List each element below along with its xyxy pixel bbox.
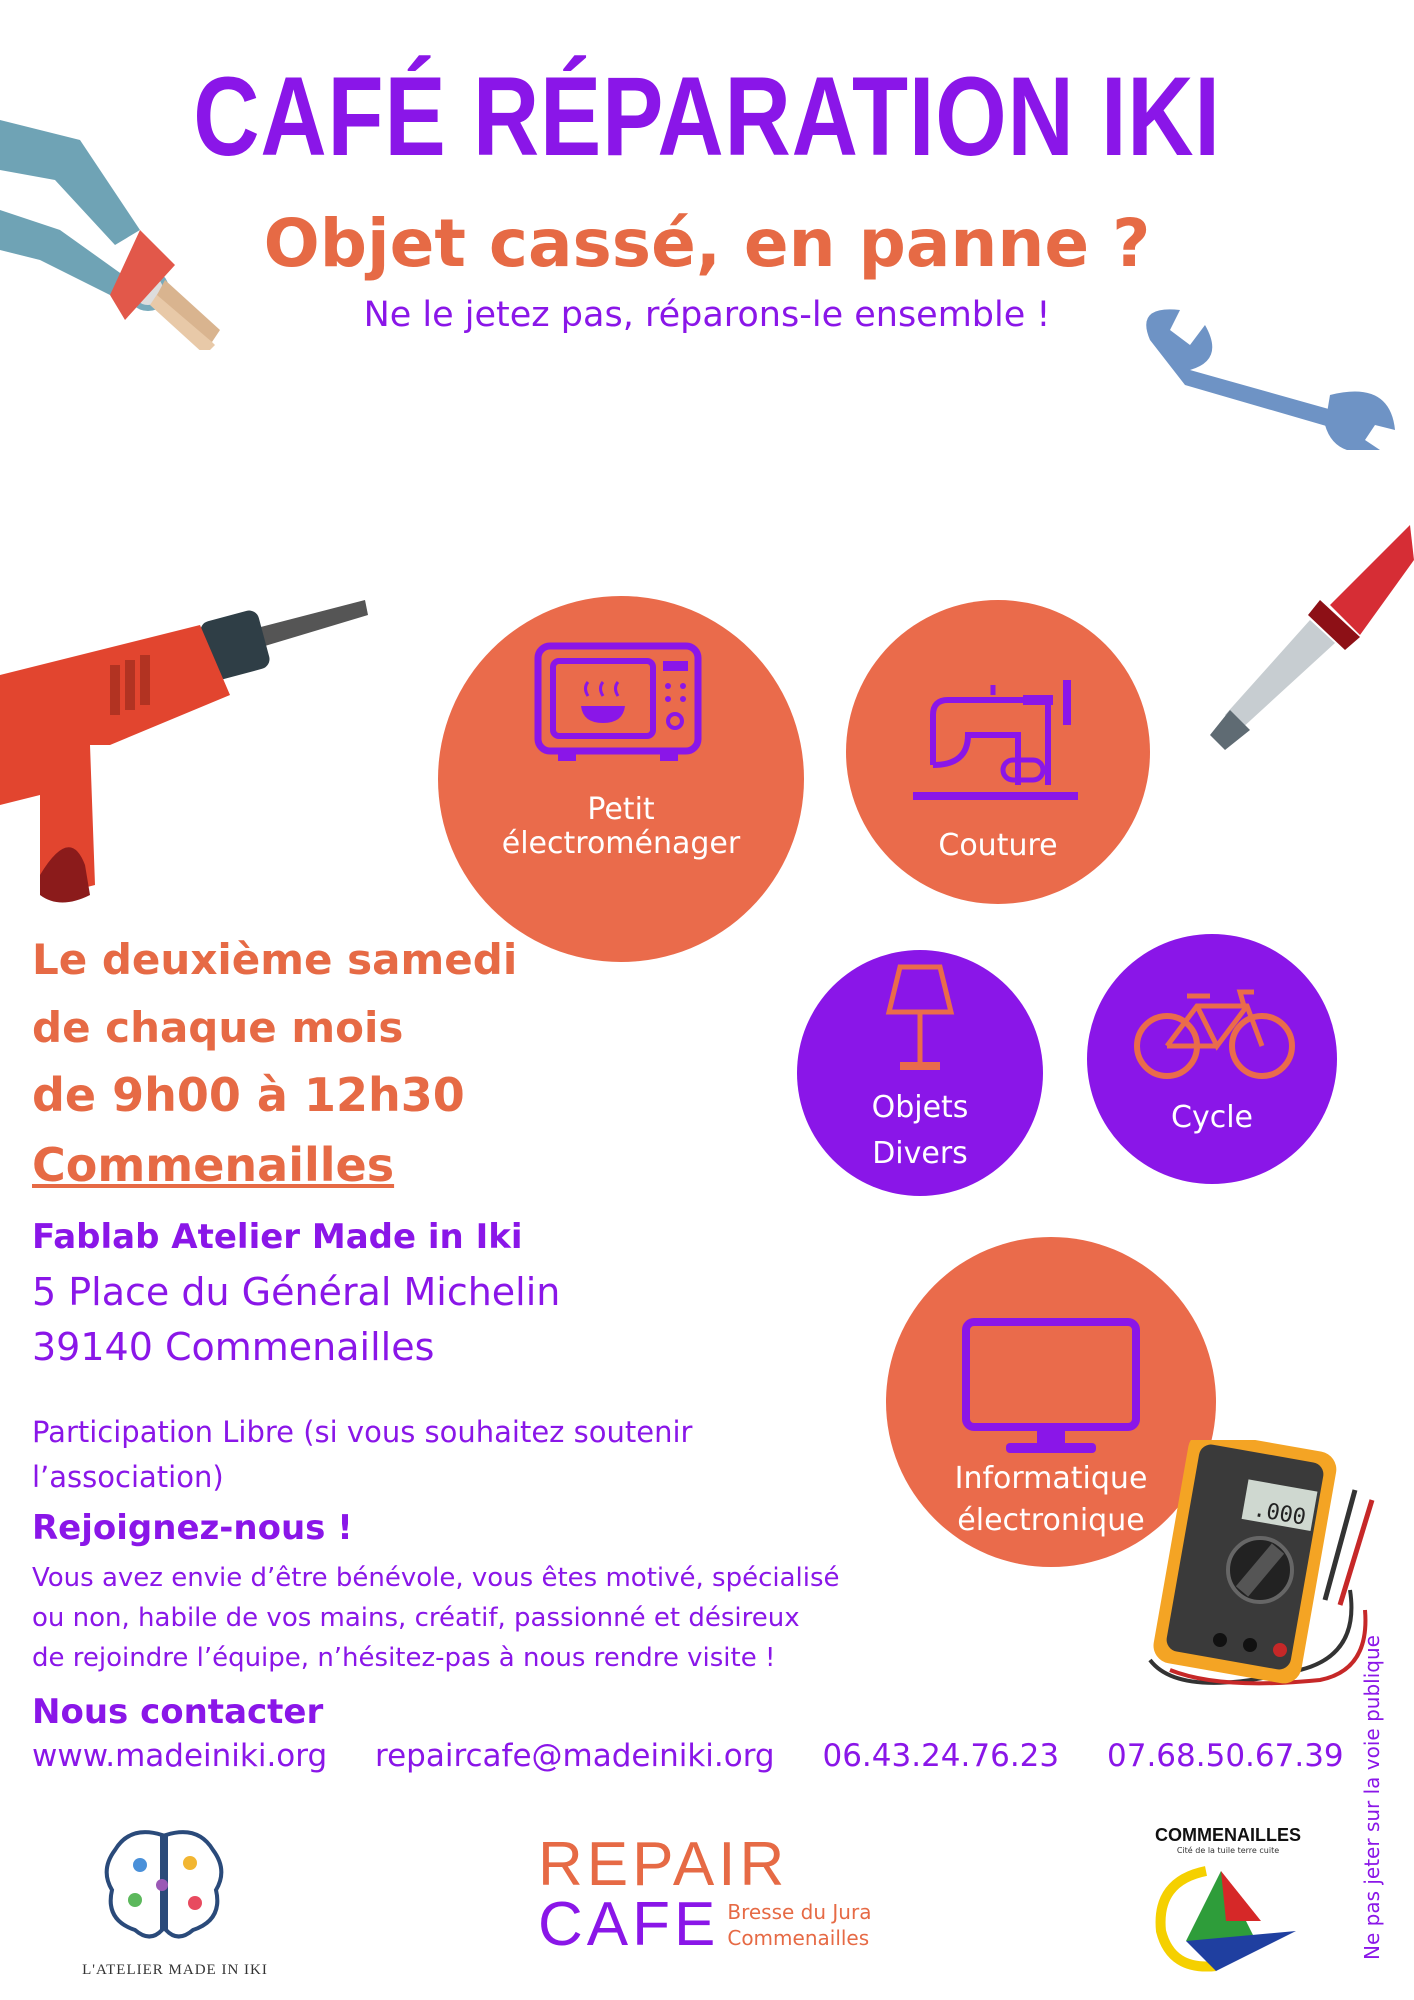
category-cycle — [1087, 934, 1337, 1184]
category-label: électroménager — [501, 826, 741, 861]
sewing-machine-icon — [908, 680, 1088, 815]
multimeter-icon — [1140, 1440, 1380, 1700]
category-label: Cycle — [1171, 1100, 1253, 1135]
phone-1[interactable]: 06.43.24.76.23 — [822, 1738, 1060, 1774]
category-label: Divers — [872, 1136, 968, 1171]
poster-title: CAFÉ RÉPARATION IKI — [193, 54, 1221, 179]
contact-heading: Nous contacter — [32, 1692, 324, 1732]
category-label: Petit — [587, 792, 655, 827]
poster-subtitle: Objet cassé, en panne ? — [263, 205, 1151, 282]
participation-line1: Participation Libre (si vous souhaitez soutenir — [32, 1415, 693, 1449]
schedule-line2: de chaque mois — [32, 1003, 404, 1052]
category-label: Couture — [938, 828, 1058, 863]
category-label: Objets — [871, 1090, 969, 1125]
email-link[interactable]: repaircafe@madeiniki.org — [375, 1738, 775, 1774]
category-couture — [846, 600, 1150, 904]
commenailles-logo — [1138, 1825, 1318, 1985]
commune-name: COMMENAILLES — [1155, 1825, 1301, 1845]
join-line2: ou non, habile de vos mains, créatif, passionné et désireux — [32, 1603, 800, 1633]
poster-tagline: Ne le jetez pas, réparons-le ensemble ! — [363, 295, 1051, 335]
participation-line2: l’association) — [32, 1460, 224, 1494]
repair-logo-subtitle — [727, 1899, 871, 1951]
schedule-hours: de 9h00 à 12h30 — [32, 1068, 465, 1122]
website-link[interactable]: www.madeiniki.org — [32, 1738, 328, 1774]
commune-tagline: Cité de la tuile terre cuite — [1176, 1846, 1280, 1855]
wrench-icon — [1130, 300, 1400, 450]
drill-icon — [0, 595, 380, 925]
brain-icon — [100, 1825, 230, 1945]
join-text — [32, 1558, 840, 1678]
contact-row — [32, 1738, 1344, 1774]
lamp-icon — [883, 962, 957, 1077]
screwdriver-icon — [1210, 525, 1414, 755]
atelier-logo — [45, 1825, 305, 1985]
bicycle-icon — [1132, 984, 1297, 1084]
repair-logo-sub1: Bresse du Jura — [727, 1900, 872, 1924]
participation-text — [32, 1410, 692, 1500]
commune-emblem-icon — [1146, 1861, 1306, 1981]
venue-city: 39140 Commenailles — [32, 1325, 435, 1369]
disposal-note: Ne pas jeter sur la voie publique — [1360, 1635, 1384, 1960]
schedule-line1: Le deuxième samedi — [32, 935, 518, 984]
join-line1: Vous avez envie d’être bénévole, vous êtes motivé, spécialisé — [32, 1563, 840, 1593]
venue-street: 5 Place du Général Michelin — [32, 1270, 561, 1314]
category-petit-electromenager — [438, 596, 804, 962]
phone-2[interactable]: 07.68.50.67.39 — [1107, 1738, 1344, 1774]
join-heading: Rejoignez-nous ! — [32, 1508, 353, 1548]
pliers-icon — [0, 120, 230, 350]
schedule-town: Commenailles — [32, 1138, 395, 1192]
category-objets-divers — [797, 950, 1043, 1196]
repair-logo-sub2: Commenailles — [727, 1926, 870, 1950]
repair-logo-word1: REPAIR — [538, 1830, 789, 1899]
venue-name: Fablab Atelier Made in Iki — [32, 1217, 523, 1257]
repair-cafe-logo — [538, 1830, 872, 1959]
repair-logo-word2: CAFE — [538, 1890, 720, 1959]
microwave-icon — [533, 641, 703, 771]
multimeter-display: .000 — [1251, 1496, 1308, 1531]
category-label: électronique — [957, 1503, 1145, 1538]
monitor-icon — [961, 1317, 1141, 1457]
category-label: Informatique — [954, 1461, 1148, 1496]
atelier-logo-text: L'ATELIER MADE IN IKI — [82, 1962, 268, 1978]
join-line3: de rejoindre l’équipe, n’hésitez-pas à nous rendre visite ! — [32, 1643, 776, 1673]
